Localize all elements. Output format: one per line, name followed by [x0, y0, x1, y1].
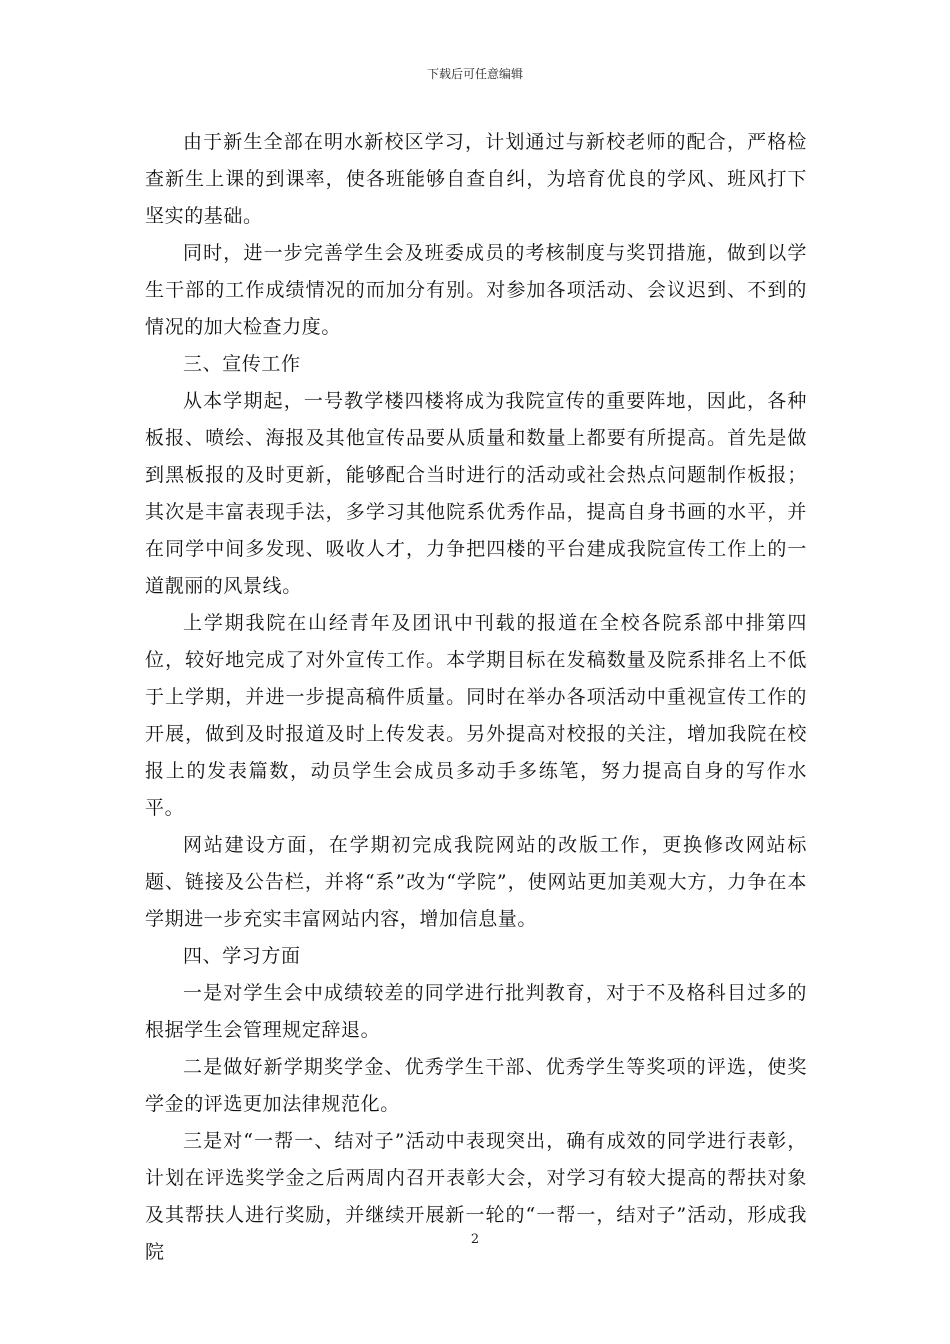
paragraph-study-item-1: 一是对学生会中成绩较差的同学进行批判教育，对于不及格科目过多的根据学生会管理规定辞退。	[145, 982, 807, 1041]
paragraph-cadre-assessment: 同时，进一步完善学生会及班委成员的考核制度与奖罚措施，做到以学生干部的工作成绩情况的而加分有别。对参加各项活动、会议迟到、不到的情况的加大检查力度。	[145, 242, 807, 338]
paragraph-study-item-3: 三是对“一帮一、结对子”活动中表现突出，确有成效的同学进行表彰，计划在评选奖学金之后两周内召开表彰大会，对学习有较大提高的帮扶对象及其帮扶人进行奖励，并继续开展新一轮的“一帮一，结对子”活动，形成我院	[145, 1130, 807, 1263]
paragraph-external-publicity: 上学期我院在山经青年及团讯中刊载的报道在全校各院系部中排第四位，较好地完成了对外宣传工作。本学期目标在发稿数量及院系排名上不低于上学期，并进一步提高稿件质量。同时在举办各项活动中重视宣传工作的开展，做到及时报道及时上传发表。另外提高对校报的关注，增加我院在校报上的发表篇数，动员学生会成员多动手多练笔，努力提高自身的写作水平。	[145, 612, 807, 819]
document-body	[145, 124, 807, 1271]
paragraph-new-student-attendance: 由于新生全部在明水新校区学习，计划通过与新校老师的配合，严格检查新生上课的到课率，使各班能够自查自纠，为培育优良的学风、班风打下坚实的基础。	[145, 131, 807, 227]
section-heading-publicity: 三、宣传工作	[183, 353, 301, 375]
paragraph-publicity-base: 从本学期起，一号教学楼四楼将成为我院宣传的重要阵地，因此，各种板报、喷绘、海报及其他宣传品要从质量和数量上都要有所提高。首先是做到黑板报的及时更新，能够配合当时进行的活动或社会热点问题制作板报；其次是丰富表现手法，多学习其他院系优秀作品，提高自身书画的水平，并在同学中间多发现、吸收人才，力争把四楼的平台建成我院宣传工作上的一道靓丽的风景线。	[145, 390, 807, 597]
page-header: 下载后可任意编辑	[426, 67, 523, 81]
page-number: 2	[470, 1232, 480, 1247]
section-heading-study: 四、学习方面	[183, 945, 301, 967]
paragraph-study-item-2: 二是做好新学期奖学金、优秀学生干部、优秀学生等奖项的评选，使奖学金的评选更加法律规范化。	[145, 1056, 807, 1115]
paragraph-website-construction: 网站建设方面，在学期初完成我院网站的改版工作，更换修改网站标题、链接及公告栏，并将“系”改为“学院”，使网站更加美观大方，力争在本学期进一步充实丰富网站内容，增加信息量。	[145, 834, 807, 930]
